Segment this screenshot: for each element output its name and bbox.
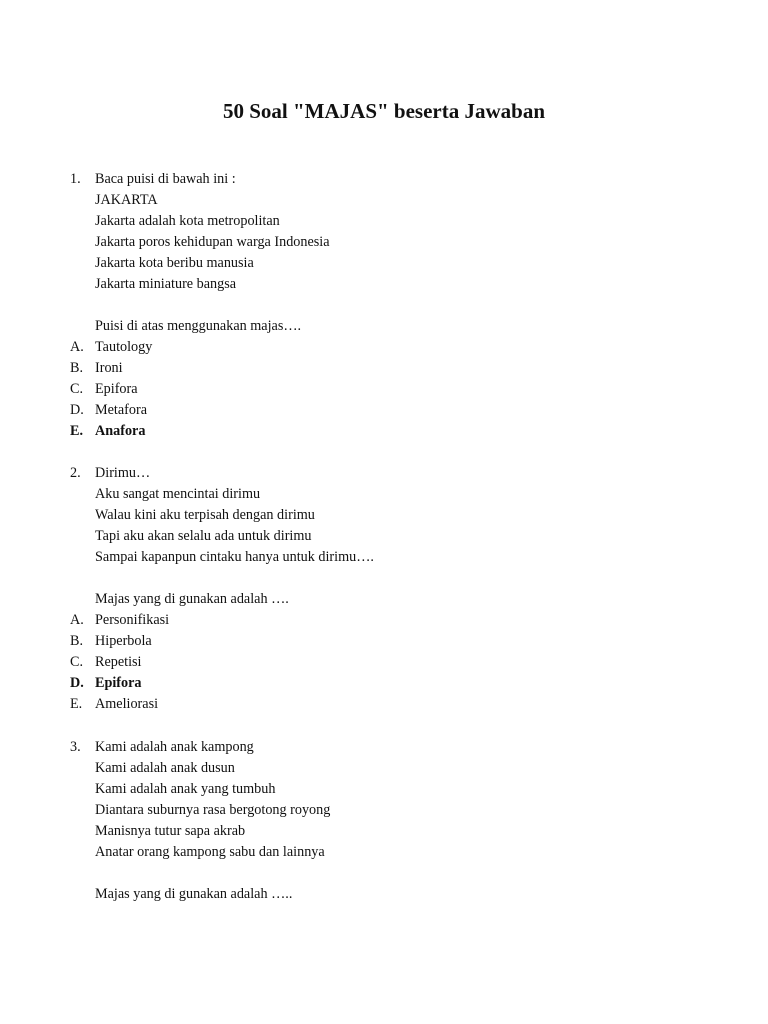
answer-option — [0, 652, 768, 673]
question-prompt-text: Majas yang di gunakan adalah …. — [95, 591, 289, 607]
option-text: Metafora — [95, 402, 147, 418]
poem-line — [0, 779, 768, 800]
option-text: Anafora — [95, 423, 146, 439]
option-text: Ameliorasi — [95, 696, 159, 712]
answer-option-correct — [0, 421, 768, 442]
poem-line-text: Kami adalah anak dusun — [95, 760, 235, 776]
poem-line-text: Jakarta kota beribu manusia — [95, 255, 254, 271]
poem-line — [0, 253, 768, 274]
poem-line-text: Aku sangat mencintai dirimu — [95, 486, 261, 502]
answer-option — [0, 610, 768, 631]
poem-line — [0, 800, 768, 821]
question-prompt — [0, 316, 768, 337]
poem-line — [0, 526, 768, 547]
option-text: Personifikasi — [95, 612, 170, 628]
poem-line — [0, 505, 768, 526]
option-letter: D. — [70, 402, 84, 418]
spacer — [0, 568, 768, 589]
poem-line-text: Walau kini aku terpisah dengan dirimu — [95, 507, 315, 523]
poem-line — [0, 484, 768, 505]
poem-line-text: Jakarta poros kehidupan warga Indonesia — [95, 234, 330, 250]
answer-option-correct — [0, 673, 768, 694]
poem-line-text: JAKARTA — [95, 192, 158, 208]
poem-line-text: Jakarta miniature bangsa — [95, 276, 237, 292]
question-1 — [0, 169, 768, 442]
option-text: Epifora — [95, 675, 142, 691]
question-number: 3. — [70, 739, 81, 755]
question-intro: Kami adalah anak kampong — [95, 739, 254, 755]
question-prompt — [0, 589, 768, 610]
option-letter: E. — [70, 423, 84, 439]
option-text: Repetisi — [95, 654, 142, 670]
question-prompt-text: Majas yang di gunakan adalah ….. — [95, 886, 293, 902]
answer-option — [0, 379, 768, 400]
poem-line-text: Tapi aku akan selalu ada untuk dirimu — [95, 528, 312, 544]
document-title: 50 Soal "MAJAS" beserta Jawaban — [223, 99, 545, 123]
option-text: Ironi — [95, 360, 123, 376]
spacer — [0, 295, 768, 316]
question-header — [0, 463, 768, 484]
option-text: Tautology — [95, 339, 153, 355]
question-header — [0, 737, 768, 758]
poem-line-text: Diantara suburnya rasa bergotong royong — [95, 802, 331, 818]
option-letter: C. — [70, 381, 84, 397]
spacer — [0, 863, 768, 884]
poem-line-text: Sampai kapanpun cintaku hanya untuk dirimu…. — [95, 549, 374, 565]
poem-line — [0, 821, 768, 842]
poem-line — [0, 211, 768, 232]
option-letter: B. — [70, 360, 84, 376]
answer-option — [0, 337, 768, 358]
question-number: 2. — [70, 465, 81, 481]
answer-option — [0, 358, 768, 379]
question-number: 1. — [70, 171, 81, 187]
poem-line — [0, 758, 768, 779]
question-intro: Baca puisi di bawah ini : — [95, 171, 236, 187]
poem-line — [0, 842, 768, 863]
option-letter: A. — [70, 612, 84, 628]
poem-line — [0, 274, 768, 295]
option-letter: A. — [70, 339, 84, 355]
option-letter: E. — [70, 696, 83, 712]
option-text: Hiperbola — [95, 633, 152, 649]
option-text: Epifora — [95, 381, 138, 397]
poem-line-text: Anatar orang kampong sabu dan lainnya — [95, 844, 325, 860]
question-2 — [0, 463, 768, 715]
question-intro: Dirimu… — [95, 465, 151, 481]
poem-line — [0, 547, 768, 568]
option-letter: B. — [70, 633, 84, 649]
answer-option — [0, 694, 768, 715]
poem-line-text: Kami adalah anak yang tumbuh — [95, 781, 276, 797]
poem-line — [0, 232, 768, 253]
poem-line-text: Manisnya tutur sapa akrab — [95, 823, 246, 839]
poem-line-text: Jakarta adalah kota metropolitan — [95, 213, 280, 229]
option-letter: D. — [70, 675, 84, 691]
question-header — [0, 169, 768, 190]
answer-option — [0, 400, 768, 421]
option-letter: C. — [70, 654, 84, 670]
question-3 — [0, 737, 768, 905]
question-prompt — [0, 884, 768, 905]
poem-line — [0, 190, 768, 211]
answer-option — [0, 631, 768, 652]
question-prompt-text: Puisi di atas menggunakan majas…. — [95, 318, 302, 334]
